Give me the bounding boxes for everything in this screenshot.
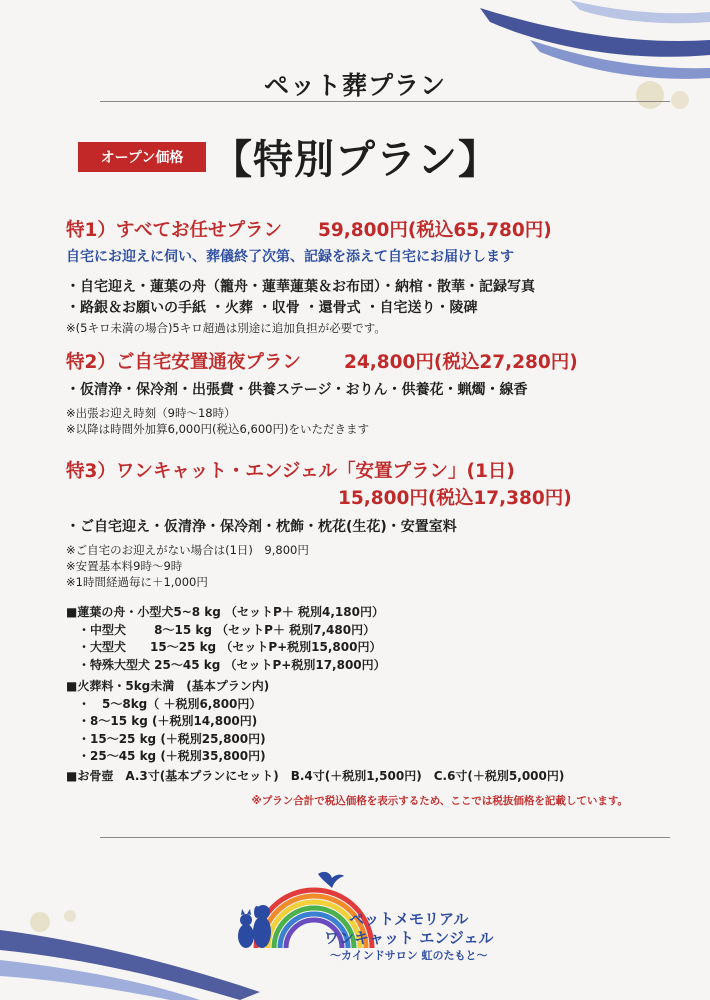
divider-bottom xyxy=(100,837,670,838)
plan1-price: 59,800円(税込65,780円) xyxy=(318,220,552,241)
plan1-section xyxy=(66,216,282,242)
boat-price-list xyxy=(66,604,386,674)
boat-line-3: ・大型犬 15〜25 kg （セットP+税別15,800円） xyxy=(66,640,382,654)
plan2-price: 24,800円(税込27,280円) xyxy=(344,352,578,373)
boat-line-4: ・特殊大型犬 25〜45 kg （セットP+税別17,800円） xyxy=(66,657,386,672)
special-plan-heading: 【特別プラン】 xyxy=(212,137,499,183)
boat-line-1: ■蓮葉の舟・小型犬5~8 kg （セットP＋ 税別4,180円） xyxy=(66,605,384,619)
cremation-line-2: ・ 5〜8kg（ ＋税別6,800円） xyxy=(66,696,262,711)
plan3-note-1: ※ご自宅のお迎えがない場合は(1日) 9,800円 xyxy=(66,543,309,557)
brush-decoration-top xyxy=(410,0,710,120)
plan2-title: 特2）ご自宅安置通夜プラン xyxy=(66,352,301,373)
brand-name-block xyxy=(324,910,494,964)
urn-price-line: ■お骨壺 A.3寸(基本プランにセット) B.4寸(＋税別1,500円) C.6寸(＋税別5,000円) xyxy=(66,769,565,783)
cremation-price-list xyxy=(66,678,269,766)
tax-footnote: ※プラン合計で税込価格を表示するため、ここでは税抜価格を記載しています。 xyxy=(251,795,628,807)
brand-line-1: ペットメモリアル xyxy=(349,910,469,928)
open-price-badge: オープン価格 xyxy=(78,142,206,172)
plan1-subtitle: 自宅にお迎えに伺い、葬儀終了次第、記録を添えて自宅にお届けします xyxy=(66,249,514,265)
plan2-note-2: ※以降は時間外加算6,000円(税込6,600円)をいただきます xyxy=(66,422,369,436)
brand-line-3: 〜カインドサロン 虹のたもと〜 xyxy=(330,949,488,962)
page-title: ペット葬プラン xyxy=(263,71,446,100)
cremation-line-5: ・25〜45 kg (＋税別35,800円) xyxy=(66,749,266,763)
plan3-item-1: ・ご自宅迎え・仮清浄・保冷剤・枕飾・枕花(生花)・安置室料 xyxy=(66,519,457,535)
plan1-item-1: ・自宅迎え・蓮葉の舟（籠舟・蓮華蓮葉＆お布団）・納棺・散華・記録写真 xyxy=(66,279,535,295)
brand-line-2: ワンキャット エンジェル xyxy=(324,929,494,947)
plan3-note-3: ※1時間経過毎に＋1,000円 xyxy=(66,575,208,589)
plan3-price: 15,800円(税込17,380円) xyxy=(338,488,572,509)
cremation-line-4: ・15〜25 kg (＋税別25,800円) xyxy=(66,731,266,746)
plan1-title: 特1）すべてお任せプラン xyxy=(66,220,283,241)
plan3-note-2: ※安置基本料9時〜9時 xyxy=(66,559,183,573)
plan3-title: 特3）ワンキャット・エンジェル「安置プラン」(1日) xyxy=(66,461,515,482)
cremation-line-3: ・8〜15 kg (＋税別14,800円) xyxy=(66,714,258,728)
plan1-note: ※(5キロ未満の場合)5キロ超過は別途に追加負担が必要です。 xyxy=(66,321,386,335)
divider-top xyxy=(100,101,670,102)
plan2-item-1: ・仮清浄・保冷剤・出張費・供養ステージ・おりん・供養花・蝋燭・線香 xyxy=(66,382,528,398)
cremation-line-1: ■火葬料・5kg未満 (基本プラン内) xyxy=(66,679,270,693)
plan1-item-2: ・路銀＆お願いの手紙 ・火葬 ・収骨 ・還骨式 ・自宅送り・陵碑 xyxy=(66,300,478,316)
boat-line-2: ・中型犬 8〜15 kg （セットP＋ 税別7,480円） xyxy=(66,622,376,637)
plan2-note-1: ※出張お迎え時刻（9時〜18時） xyxy=(66,406,236,420)
bird-icon xyxy=(318,872,344,888)
